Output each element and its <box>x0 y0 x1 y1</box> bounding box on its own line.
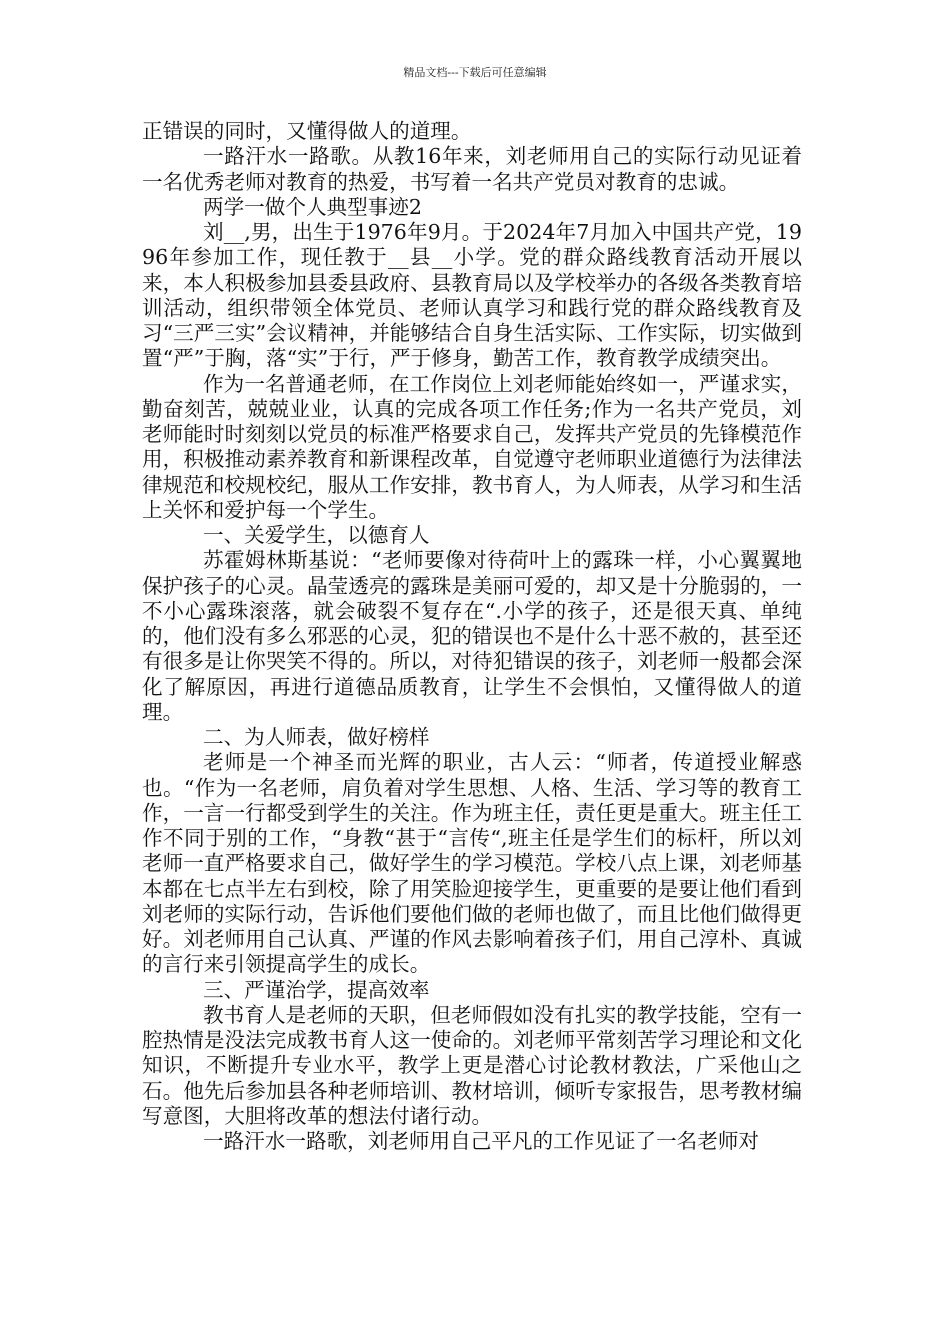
heading-care-for-students: 一、关爱学生，以德育人 <box>203 523 430 547</box>
document-body <box>142 119 802 1154</box>
paragraph-continuation: 正错误的同时，又懂得做人的道理。 <box>142 119 472 143</box>
paragraph-biography: 刘__,男，出生于1976年9月。于2024年7月加入中国共产党，1996年参加工作，现任教于__县__小学。党的群众路线教育活动开展以来，本人积极参加县委县政府、县教育局以及学校举办的各级各类教育培训活动，组织带领全体党员、老师认真学习和践行党的群众路线教育及习“三严三实”会议精神，并能够结合自身生活实际、工作实际，切实做到置“严”于胸，落“实”于行，严于修身，勤苦工作，教育教学成绩突出。 <box>142 220 802 371</box>
page-header: 精品文档---下载后可任意编辑 <box>403 66 547 79</box>
heading-role-model: 二、为人师表，做好榜样 <box>203 725 430 749</box>
paragraph-role-model: 老师是一个神圣而光辉的职业，古人云：“师者，传道授业解惑也。“作为一名老师，肩负着对学生思想、人格、生活、学习等的教育工作，一言一行都受到学生的关注。作为班主任，责任更是重大。班主任工作不同于别的工作，“身教“甚于“言传“,班主任是学生们的标杆，所以刘老师一直严格要求自己，做好学生的学习模范。学校八点上课，刘老师基本都在七点半左右到校，除了用笑脸迎接学生，更重要的是要让他们看到刘老师的实际行动，告诉他们要他们做的老师也做了，而且比他们做得更好。刘老师用自己认真、严谨的作风去影响着孩子们，用自己淳朴、真诚的言行来引领提高学生的成长。 <box>142 750 802 977</box>
paragraph-rigorous-study: 教书育人是老师的天职，但老师假如没有扎实的教学技能，空有一腔热情是没法完成教书育人这一使命的。刘老师平常刻苦学习理论和文化知识，不断提升专业水平，教学上更是潜心讨论教材教法，广采他山之石。他先后参加县各种老师培训、教材培训，倾听专家报告，思考教材编写意图，大胆将改革的想法付诸行动。 <box>142 1002 802 1128</box>
paragraph-ordinary-teacher: 作为一名普通老师，在工作岗位上刘老师能始终如一，严谨求实，勤奋刻苦，兢兢业业，认真的完成各项工作任务;作为一名共产党员，刘老师能时时刻刻以党员的标准严格要求自己，发挥共产党员的先锋模范作用，积极推动素养教育和新课程改革，自觉遵守老师职业道德行为法律法律规范和校规校纪，服从工作安排，教书育人，为人师表，从学习和生活上关怀和爱护每一个学生。 <box>142 371 802 522</box>
paragraph-sukhomlinsky: 苏霍姆林斯基说：“老师要像对待荷叶上的露珠一样，小心翼翼地保护孩子的心灵。晶莹透亮的露珠是美丽可爱的，却又是十分脆弱的，一不小心露珠滚落，就会破裂不复存在“.小学的孩子，还是很天真、单纯的，他们没有多么邪恶的心灵，犯的错误也不是什么十恶不赦的，甚至还有很多是让你哭笑不得的。所以，对待犯错误的孩子，刘老师一般都会深化了解原因，再进行道德品质教育，让学生不会惧怕，又懂得做人的道理。 <box>142 548 802 724</box>
paragraph-teaching-career: 一路汗水一路歌。从教16年来，刘老师用自己的实际行动见证着一名优秀老师对教育的热爱，书写着一名共产党员对教育的忠诚。 <box>142 144 802 194</box>
heading-rigorous-study: 三、严谨治学，提高效率 <box>203 977 430 1002</box>
section-title: 两学一做个人典型事迹2 <box>203 194 423 219</box>
paragraph-closing: 一路汗水一路歌，刘老师用自己平凡的工作见证了一名老师对 <box>203 1129 760 1153</box>
